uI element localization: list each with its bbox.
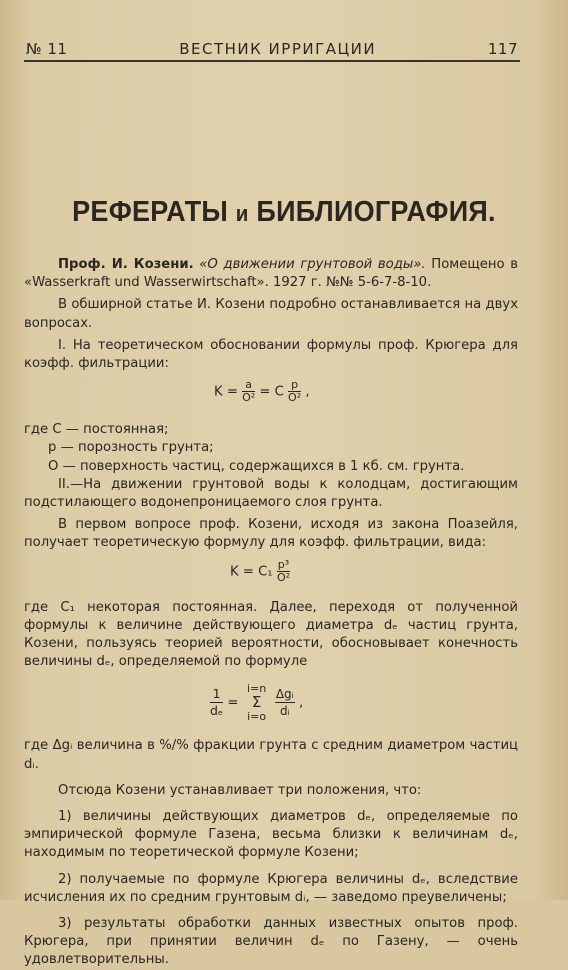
section-title-part1: РЕФЕРАТЫ — [72, 196, 229, 228]
formula3-de: dₑ — [210, 703, 224, 719]
formula-kozeny — [24, 555, 518, 593]
formula3-sum-bottom: i=o — [247, 710, 267, 724]
page-number: 117 — [487, 40, 518, 58]
paragraph-first-question: В первом вопросе проф. Козени, исходя из закона Поазейля, получает теоретическую формулу для коэфф. фильтрации, вида: — [24, 517, 518, 551]
formula1-denominator-o2b: O² — [288, 391, 302, 405]
formula1-lhs: K = — [214, 384, 238, 400]
paragraph-delta-g: где Δgᵢ величина в %/% фракции грунта с средним диаметром частиц dᵢ. — [24, 738, 518, 772]
formula1-numerator-a: a — [242, 379, 255, 392]
formula1-denominator-o2: O² — [242, 391, 256, 405]
formula2-lhs: K = C₁ — [230, 564, 273, 580]
formula3-delta-g: Δgᵢ — [275, 687, 294, 702]
citation-work: «О движении грунтовой воды». — [199, 257, 426, 272]
formula3-sum-top: i=n — [247, 682, 267, 696]
formula2-denominator-o2: O² — [276, 570, 291, 584]
paragraph-three-positions: Отсюда Козени устанавливает три положения, что: — [58, 782, 422, 798]
running-header — [26, 40, 518, 58]
paragraph-question-1: I. На теоретическом обосновании формулы проф. Крюгера для коэфф. фильтрации: — [24, 337, 518, 372]
list-item-2: 2) получаемые по формуле Крюгера величины dₑ, вследствие исчисления их по средним грунтовым dᵢ, — заведомо преувеличены; — [24, 871, 518, 905]
formula3-one: 1 — [210, 686, 223, 703]
paragraph-constant-c1: где C₁ некоторая постоянная. Далее, переходя от полученной формулы к величине действующего диаметра dₑ частиц грунта, Козени, пользуясь теорией вероятности, обосновывает конечность величины dₑ, определяемой по формуле — [24, 599, 518, 670]
formula3-sigma: Σ — [251, 693, 262, 712]
paragraph-question-2: II.—На движении грунтовой воды к колодцам, достигающим подстилающего водонепроницаемого слоя грунта. — [24, 476, 518, 511]
definition-o: O — поверхность частиц, содержащихся в 1 кб. см. грунта. — [48, 458, 465, 474]
definition-c: где C — постоянная; — [24, 422, 169, 438]
formula3-comma: , — [299, 695, 304, 711]
section-title-and: и — [235, 201, 249, 226]
list-item-3: 3) результаты обработки данных известных опытов проф. Крюгера, при принятии величин dₑ по Газену, — очень удовлетворительны. — [24, 916, 518, 968]
citation-author: Проф. И. Козени. — [58, 257, 194, 272]
formula1-eq-c: = C — [259, 384, 284, 400]
journal-title: ВЕСТНИК ИРРИГАЦИИ — [179, 40, 377, 58]
header-rule — [24, 60, 520, 62]
citation — [24, 256, 518, 292]
section-title — [20, 196, 548, 229]
formula-effective-diameter — [24, 673, 518, 731]
paragraph-intro: В обширной статье И. Козени подробно останавливается на двух вопросах. — [24, 297, 518, 331]
definition-p: p — порозность грунта; — [48, 440, 214, 456]
citation-source: Помещено в «Wasserkraft und Wasserwirtschaft». 1927 г. №№ 5-6-7-8-10. — [24, 257, 518, 291]
section-title-part2: БИБЛИОГРАФИЯ. — [256, 196, 496, 228]
formula3-d-i: dᵢ — [279, 704, 290, 719]
formula1-comma: , — [305, 384, 310, 400]
list-item-1: 1) величины действующих диаметров dₑ, определяемые по эмпирической формуле Газена, весьма близки к величинам dₑ, находимым по теоретической формуле Козени; — [24, 809, 518, 861]
formula-kruger — [24, 375, 518, 415]
formula3-eq: = — [227, 695, 239, 711]
formula1-numerator-p: p — [288, 379, 301, 392]
issue-number: № 11 — [26, 40, 68, 58]
article-body — [24, 256, 518, 970]
formula2-numerator-p3: p³ — [277, 557, 290, 571]
